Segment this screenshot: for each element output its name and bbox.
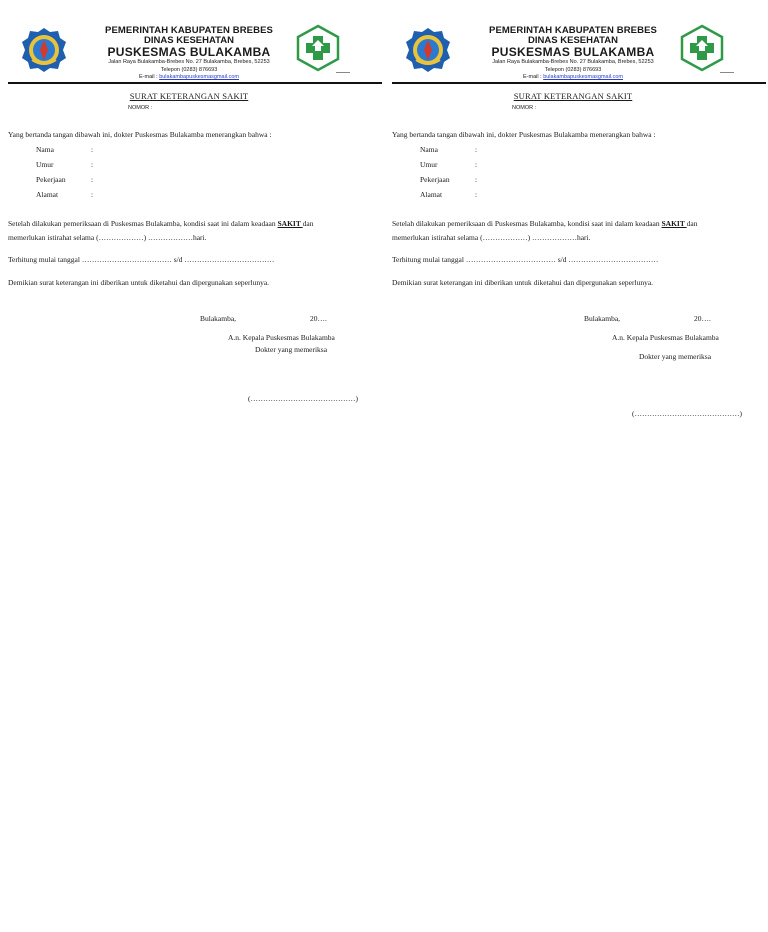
sign-dokter: Dokter yang memeriksa [255,345,328,354]
letter-right [390,0,766,460]
paragraph-dates: Terhitung mulai tanggal ……………………………… s/d ……………………………… [392,255,659,264]
dept-name: DINAS KESEHATAN [528,35,618,46]
sign-kepala: A.n. Kepala Puskesmas Bulakamba [228,333,335,342]
sign-place: Bulakamba, [200,314,237,323]
sign-year: 20…. [694,314,711,323]
field-pekerjaan: Pekerjaan [420,175,450,184]
colon: : [475,175,478,184]
field-nama: Nama [36,145,54,154]
colon: : [475,190,478,199]
intro-text: Yang bertanda tangan dibawah ini, dokter Puskesmas Bulakamba menerangkan bahwa : [392,130,656,139]
condition-tail: dan [302,219,314,228]
brebes-emblem-icon [20,26,68,74]
field-pekerjaan: Pekerjaan [36,175,66,184]
condition-text: Setelah dilakukan pemeriksaan di Puskesmas Bulakamba, kondisi saat ini dalam keadaan [8,219,278,228]
letterhead [6,0,382,82]
colon: : [91,190,94,199]
field-umur: Umur [420,160,438,169]
phone: Telepon (0283) 876693 [544,66,602,73]
sakit-emphasis: SAKIT [661,219,687,228]
field-umur: Umur [36,160,54,169]
field-alamat: Alamat [36,190,59,199]
paragraph-closing: Demikian surat keterangan ini diberikan untuk diketahui dan dipergunakan seperlunya. [392,278,654,287]
colon: : [91,145,94,154]
email-link[interactable]: bulakambapuskesmasgmail.com [543,74,623,80]
gov-name: PEMERINTAH KABUPATEN BREBES [105,25,273,36]
letter-left [6,0,382,460]
letter-title: SURAT KETERANGAN SAKIT [129,91,249,101]
sakit-emphasis: SAKIT [277,219,303,228]
paragraph-dates: Terhitung mulai tanggal ……………………………… s/d ……………………………… [8,255,275,264]
puskesmas-cross-icon [296,24,340,72]
condition-tail: dan [686,219,698,228]
letterhead [390,0,766,82]
dept-name: DINAS KESEHATAN [144,35,234,46]
colon: : [91,160,94,169]
gov-name: PEMERINTAH KABUPATEN BREBES [489,25,657,36]
email-label: E-mail : [523,74,544,80]
signature-line: (……………………………………) [248,394,358,403]
colon: : [91,175,94,184]
intro-text: Yang bertanda tangan dibawah ini, dokter Puskesmas Bulakamba menerangkan bahwa : [8,130,272,139]
letter-title: SURAT KETERANGAN SAKIT [513,91,633,101]
letterhead-text [468,26,678,82]
paragraph-rest: memerlukan istirahat selama (………………) ………………hari. [392,233,591,242]
sign-dokter: Dokter yang memeriksa [639,352,712,361]
field-alamat: Alamat [420,190,443,199]
phone: Telepon (0283) 876693 [160,66,218,73]
email-label: E-mail : [139,74,160,80]
nomor-label: NOMOR : [512,105,537,111]
address: Jalan Raya Bulakamba-Brebes No. 27 Bulakamba, Brebes, 52253 [492,59,654,65]
condition-text: Setelah dilakukan pemeriksaan di Puskesmas Bulakamba, kondisi saat ini dalam keadaan [392,219,662,228]
sign-place: Bulakamba, [584,314,621,323]
sign-year: 20…. [310,314,327,323]
sign-kepala: A.n. Kepala Puskesmas Bulakamba [612,333,719,342]
clinic-name: PUSKESMAS BULAKAMBA [491,45,655,59]
colon: : [475,160,478,169]
header-rule [392,82,766,84]
paragraph-condition [8,217,313,231]
divider-mark [720,72,734,73]
clinic-name: PUSKESMAS BULAKAMBA [107,45,271,59]
signature-line: (……………………………………) [632,409,742,418]
email-link[interactable]: bulakambapuskesmasgmail.com [159,74,239,80]
field-nama: Nama [420,145,438,154]
header-rule [8,82,382,84]
email-line [84,74,294,82]
nomor-label: NOMOR : [128,105,153,111]
colon: : [475,145,478,154]
address: Jalan Raya Bulakamba-Brebes No. 27 Bulakamba, Brebes, 52253 [108,59,270,65]
paragraph-rest: memerlukan istirahat selama (………………) ………………hari. [8,233,207,242]
paragraph-condition [392,217,697,231]
brebes-emblem-icon [404,26,452,74]
email-line [468,74,678,82]
divider-mark [336,72,350,73]
paragraph-closing: Demikian surat keterangan ini diberikan untuk diketahui dan dipergunakan seperlunya. [8,278,270,287]
letterhead-text [84,26,294,82]
puskesmas-cross-icon [680,24,724,72]
